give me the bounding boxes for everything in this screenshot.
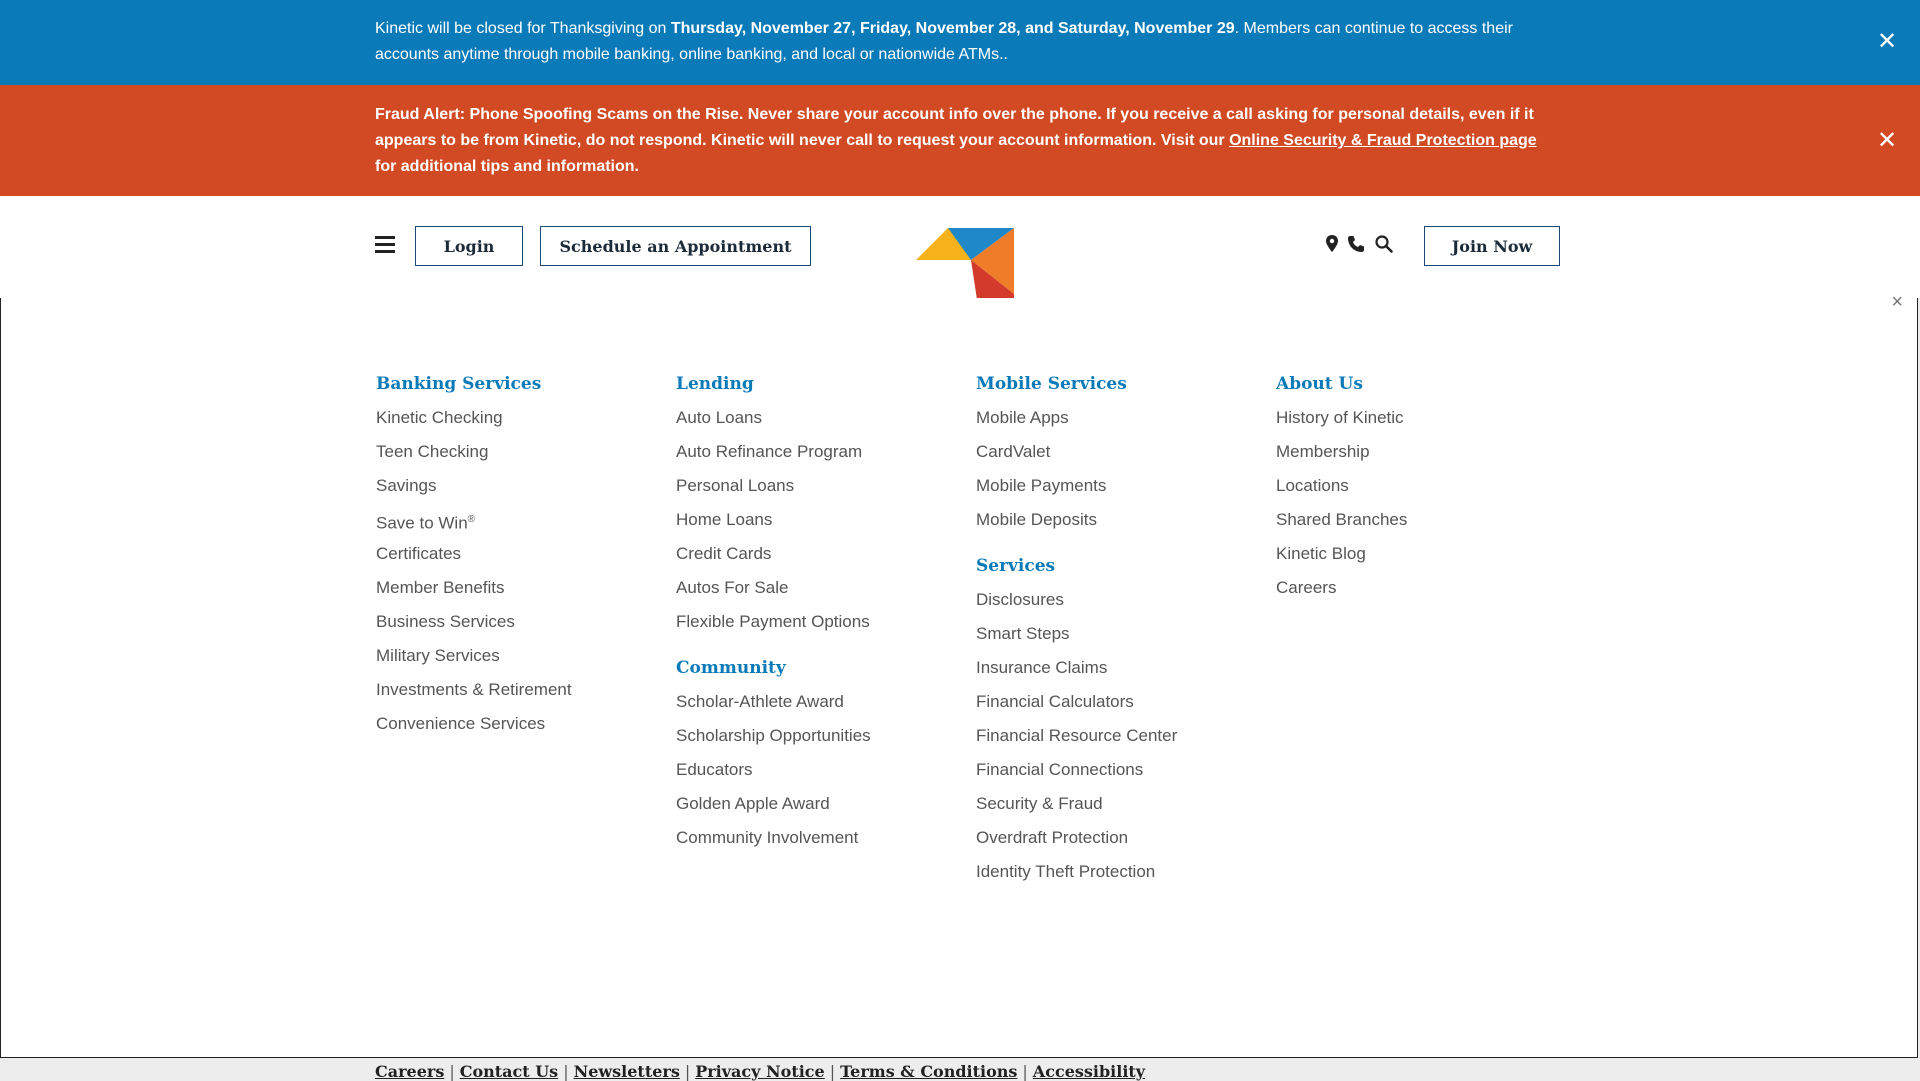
footer-separator: | xyxy=(563,1062,569,1081)
menu-link[interactable]: Financial Connections xyxy=(976,760,1144,779)
menu-column-lending xyxy=(676,372,966,860)
menu-link[interactable]: Credit Cards xyxy=(676,544,772,563)
menu-link[interactable]: Financial Calculators xyxy=(976,692,1134,711)
join-now-button[interactable]: Join Now xyxy=(1424,226,1560,266)
menu-link[interactable]: Mobile Deposits xyxy=(976,510,1097,529)
footer-link-accessibility[interactable]: Accessibility xyxy=(1032,1062,1146,1081)
fraud-protection-link[interactable]: Online Security & Fraud Protection page xyxy=(1229,132,1537,149)
menu-link[interactable]: Home Loans xyxy=(676,510,773,529)
menu-link[interactable]: Personal Loans xyxy=(676,476,795,495)
menu-link[interactable]: Security & Fraud xyxy=(976,794,1103,813)
footer-separator: | xyxy=(829,1062,836,1081)
holiday-alert-text xyxy=(375,16,1550,68)
holiday-alert-text-start: Kinetic will be closed for Thanksgiving on xyxy=(375,20,671,37)
menu-column-banking xyxy=(376,372,666,746)
menu-column-about xyxy=(1276,372,1566,610)
menu-link[interactable]: Golden Apple Award xyxy=(676,794,830,813)
menu-link[interactable]: Military Services xyxy=(376,646,500,665)
menu-link[interactable]: Certificates xyxy=(376,544,462,563)
menu-link[interactable]: Overdraft Protection xyxy=(976,828,1129,847)
menu-link[interactable]: Kinetic Blog xyxy=(1276,544,1366,563)
menu-link[interactable]: Disclosures xyxy=(976,590,1064,609)
footer-separator: | xyxy=(1022,1062,1028,1081)
menu-link[interactable]: Convenience Services xyxy=(376,714,546,733)
menu-link[interactable]: Business Services xyxy=(376,612,515,631)
schedule-appointment-button[interactable]: Schedule an Appointment xyxy=(540,226,811,266)
fraud-alert-text-start: Fraud Alert: Phone Spoofing Scams on the Rise. Never share your account info over the phone. If you receive a call asking for personal details, even if it appears to be from Kinetic, do not respond. Kinetic will never call to request your account information. Visit our xyxy=(375,106,1534,149)
menu-link[interactable]: Mobile Payments xyxy=(976,476,1107,495)
menu-link[interactable]: Auto Refinance Program xyxy=(676,442,863,461)
phone-icon[interactable] xyxy=(1346,234,1366,254)
holiday-alert-dates: Thursday, November 27, Friday, November 28, and Saturday, November 29 xyxy=(670,20,1235,37)
menu-link[interactable]: Scholarship Opportunities xyxy=(676,726,871,745)
close-fraud-alert-icon[interactable]: ✕ xyxy=(1876,127,1898,154)
holiday-alert-text-end: . Members can continue to access their accounts anytime through mobile banking, online banking, and local or nationwide ATMs.. xyxy=(375,20,1513,63)
fraud-alert-text xyxy=(375,102,1550,180)
menu-link[interactable]: Shared Branches xyxy=(1276,510,1408,529)
navigation-menu-panel xyxy=(0,291,1918,1058)
footer-separator: | xyxy=(684,1062,691,1081)
menu-link[interactable]: Mobile Apps xyxy=(976,408,1069,427)
footer-link-contact-us[interactable]: Contact Us xyxy=(459,1062,559,1081)
menu-link[interactable]: Savings xyxy=(376,476,437,495)
menu-link[interactable]: Insurance Claims xyxy=(976,658,1108,677)
menu-link[interactable]: Flexible Payment Options xyxy=(676,612,870,631)
menu-link[interactable]: Membership xyxy=(1276,442,1370,461)
menu-heading-lending[interactable]: Lending xyxy=(676,374,754,394)
menu-icon[interactable] xyxy=(375,236,395,254)
menu-heading-about-us[interactable]: About Us xyxy=(1276,374,1363,394)
menu-link[interactable]: Smart Steps xyxy=(976,624,1070,643)
menu-link-label: Save to Win xyxy=(376,513,468,533)
menu-link[interactable]: Investments & Retirement xyxy=(376,680,572,699)
registered-mark: ® xyxy=(467,514,476,525)
menu-link[interactable]: Kinetic Checking xyxy=(376,408,503,427)
footer-separator: | xyxy=(449,1062,455,1081)
menu-link[interactable]: Autos For Sale xyxy=(676,578,789,597)
menu-link[interactable]: Teen Checking xyxy=(376,442,489,461)
menu-link[interactable]: Careers xyxy=(1276,578,1337,597)
search-icon[interactable] xyxy=(1374,234,1394,254)
fraud-alert-text-end: for additional tips and information. xyxy=(375,158,639,175)
menu-link[interactable]: Scholar-Athlete Award xyxy=(676,692,844,711)
menu-heading-services[interactable]: Services xyxy=(976,556,1056,576)
menu-link[interactable]: Financial Resource Center xyxy=(976,726,1178,745)
menu-link[interactable]: Member Benefits xyxy=(376,578,505,597)
menu-heading-banking-services[interactable]: Banking Services xyxy=(376,374,542,394)
menu-heading-community[interactable]: Community xyxy=(676,658,786,678)
holiday-alert-banner xyxy=(0,0,1920,85)
menu-link-save-to-win[interactable] xyxy=(376,508,666,542)
menu-link[interactable]: Identity Theft Protection xyxy=(976,862,1156,881)
login-button[interactable]: Login xyxy=(415,226,523,266)
footer-link-careers[interactable]: Careers xyxy=(375,1062,445,1081)
menu-link[interactable]: Auto Loans xyxy=(676,408,763,427)
menu-link[interactable]: History of Kinetic xyxy=(1276,408,1404,427)
close-holiday-alert-icon[interactable]: ✕ xyxy=(1876,28,1898,55)
site-header xyxy=(0,196,1920,298)
menu-link[interactable]: Community Involvement xyxy=(676,828,859,847)
close-menu-icon[interactable]: × xyxy=(1891,291,1903,313)
fraud-alert-banner xyxy=(0,85,1920,196)
menu-link[interactable]: Locations xyxy=(1276,476,1349,495)
footer-link-privacy-notice[interactable]: Privacy Notice xyxy=(695,1062,825,1081)
footer-links xyxy=(375,1062,1145,1081)
footer-link-newsletters[interactable]: Newsletters xyxy=(573,1062,680,1081)
menu-link[interactable]: Educators xyxy=(676,760,753,779)
menu-heading-mobile-services[interactable]: Mobile Services xyxy=(976,374,1127,394)
menu-column-mobile xyxy=(976,372,1266,894)
location-pin-icon[interactable] xyxy=(1322,234,1342,254)
menu-link[interactable]: CardValet xyxy=(976,442,1051,461)
footer-link-terms[interactable]: Terms & Conditions xyxy=(840,1062,1018,1081)
